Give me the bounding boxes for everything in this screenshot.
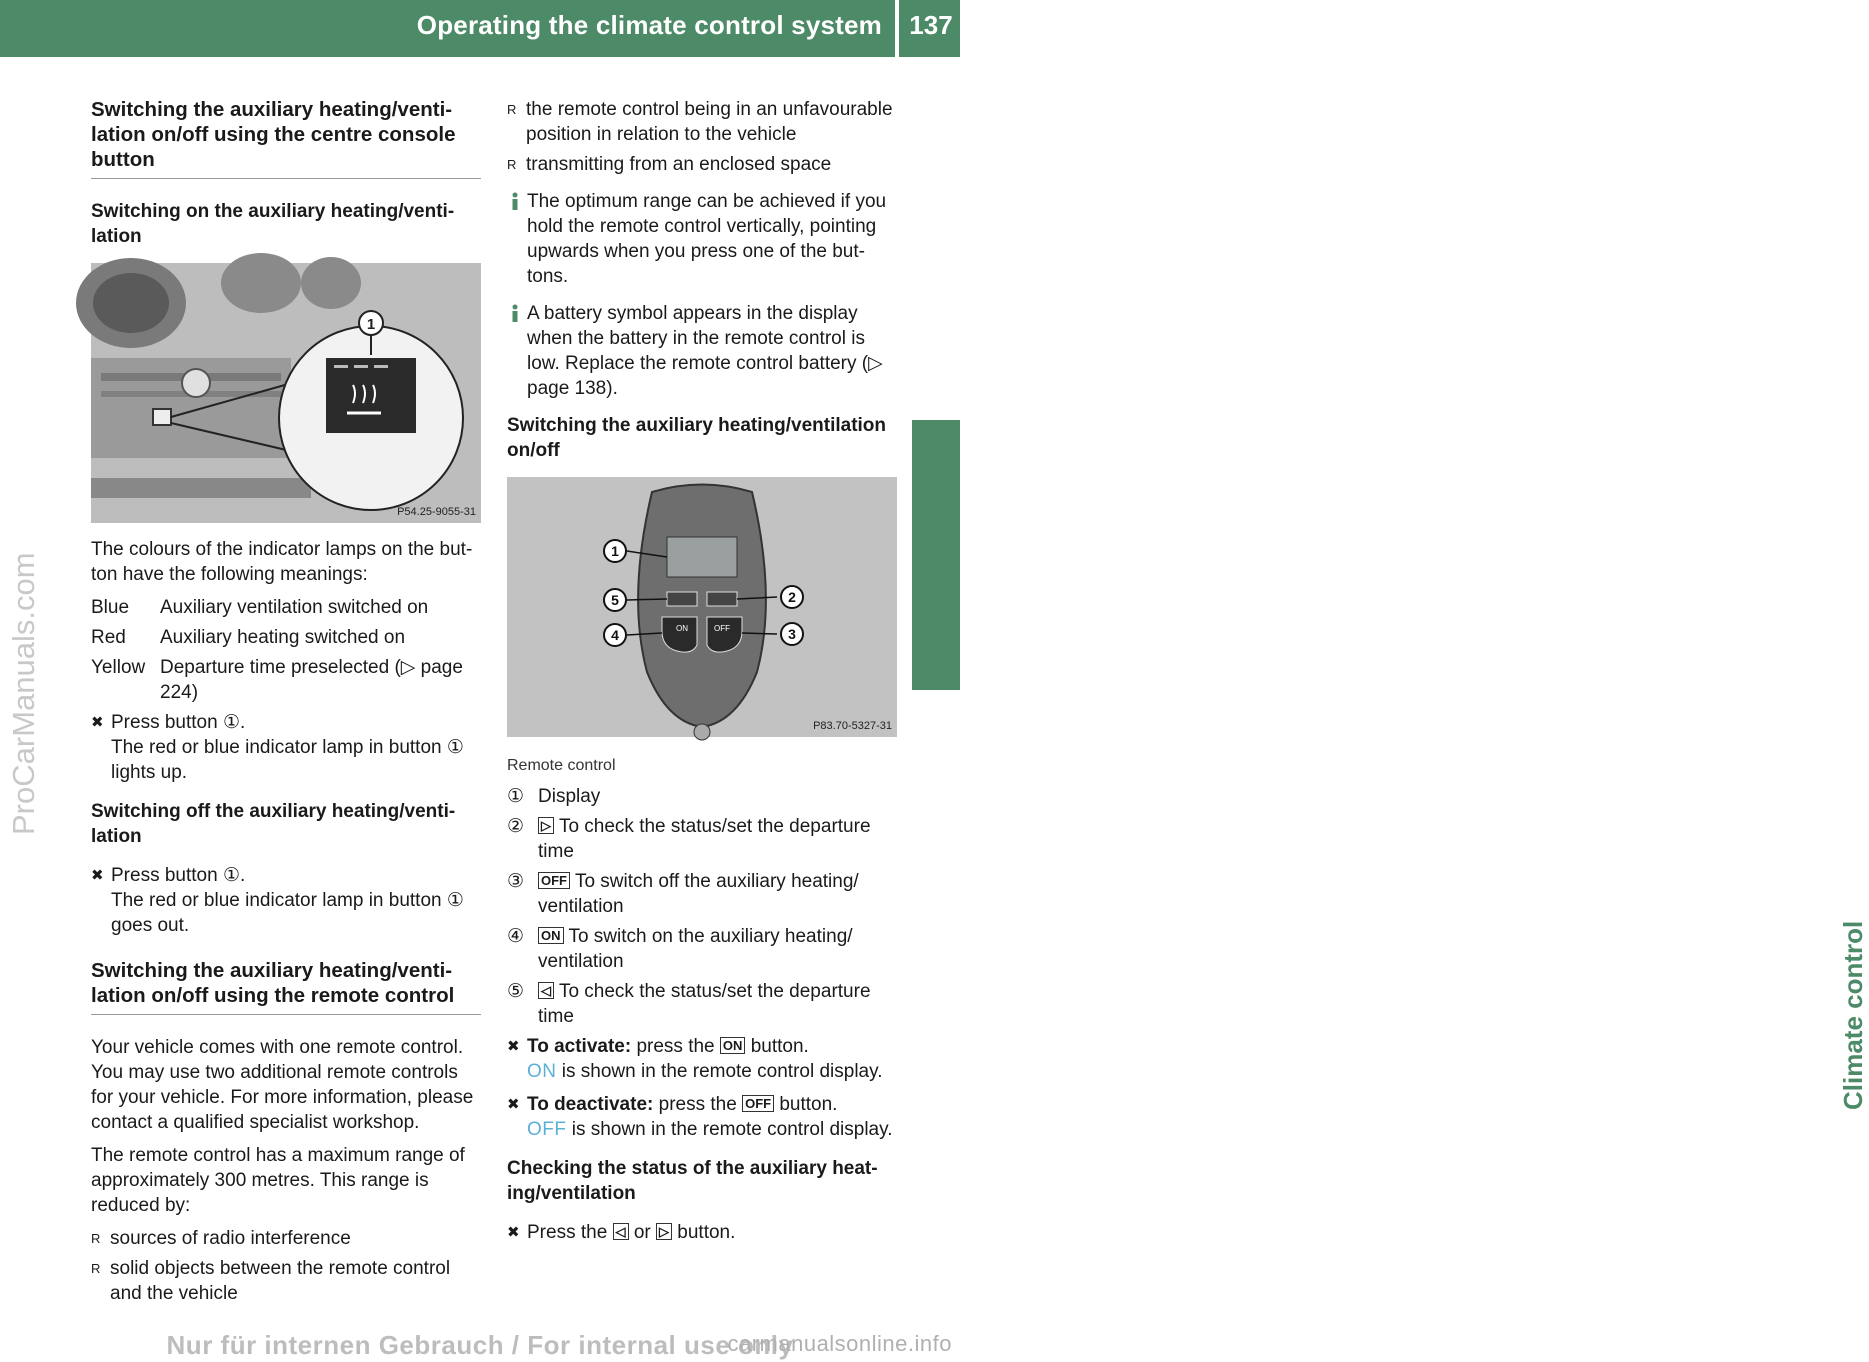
legend-item: ③ OFF To switch off the auxiliary heating/ ventilation (507, 871, 859, 917)
subheading-switch-on: Switching on the auxiliary heating/ventilation (91, 201, 455, 247)
on-key-icon: ON (538, 927, 564, 944)
fig2-callout-2: 2 (788, 589, 796, 605)
fig2-callout-4: 4 (611, 627, 619, 643)
chapter-tab-label: Climate control (1838, 920, 1868, 1110)
info-text: The optimum range can be achieved if you hold the remote control vertically, pointing upwards when you press one of the buttons. (527, 191, 887, 287)
legend-item: ⑤ ◁ To check the status/set the departure time (507, 981, 871, 1027)
fig2-off-label: OFF (714, 624, 730, 633)
indicator-list (91, 595, 481, 705)
display-readout: ON (527, 1061, 557, 1082)
site-watermark: carmanualsonline.info (727, 1331, 952, 1356)
bullet-icon: R (507, 102, 517, 117)
step-switch-on (91, 710, 481, 785)
fig2-callout-1: 1 (611, 543, 619, 559)
right-column (507, 97, 897, 1253)
step-arrow-icon: ✖ (91, 867, 104, 884)
fig2-on-label: ON (676, 624, 688, 633)
subheading-switch-off: Switching off the auxiliary heating/ventilation (91, 801, 456, 847)
step-result: The red or blue indicator lamp in button ① goes out. (111, 890, 464, 936)
bottom-watermark (0, 1330, 960, 1361)
off-key-icon: OFF (742, 1095, 774, 1112)
legend-item: ① Display (507, 786, 601, 807)
left-key-icon: ◁ (613, 1223, 629, 1240)
step-deactivate: ✖ To deactivate: press the OFF button. OFF is shown in the remote control display. (507, 1094, 893, 1140)
step-arrow-icon: ✖ (91, 714, 104, 731)
step-arrow-icon: ✖ (507, 1038, 520, 1055)
remote-control-figure (507, 477, 897, 737)
bullet-icon: R (91, 1231, 101, 1246)
right-key-icon: ▷ (538, 817, 554, 834)
step-check-status: ✖ Press the ◁ or ▷ button. (507, 1222, 736, 1243)
step-arrow-icon: ✖ (507, 1096, 520, 1113)
step-activate: ✖ To activate: press the ON button. ON is shown in the remote control display. (507, 1036, 883, 1082)
info-note (507, 301, 897, 401)
indicator-meaning: Departure time preselected (▷ page 224) (160, 657, 463, 703)
list-item: R transmitting from an enclosed space (507, 154, 832, 175)
list-item: R the remote control being in an unfavourable position in relation to the vehicle (507, 99, 893, 145)
step-arrow-icon: ✖ (507, 1224, 520, 1241)
indicator-color: Blue (91, 597, 130, 618)
legend-item: ② ▷ To check the status/set the departure time (507, 816, 871, 862)
indicator-row (91, 625, 481, 650)
step-result: The red or blue indicator lamp in button ① lights up. (111, 737, 464, 783)
subheading-check-status: Checking the status of the auxiliary heating/ventilation (507, 1158, 878, 1204)
bottom-watermark-text: Nur für internen Gebrauch / For internal use only (166, 1330, 794, 1360)
indicator-row (91, 655, 481, 705)
fig1-code: P54.25-9055-31 (397, 506, 476, 518)
fig2-callout-3: 3 (788, 626, 796, 642)
centre-console-illustration (91, 263, 481, 523)
page-header (0, 0, 960, 57)
step-text: Press button ①. (111, 712, 246, 733)
indicator-color: Red (91, 627, 126, 648)
left-column (91, 97, 481, 1311)
side-watermark: ProCarManuals.com (6, 552, 41, 835)
on-key-icon: ON (720, 1037, 746, 1054)
fig2-code: P83.70-5327-31 (813, 720, 892, 732)
bullet-icon: R (507, 157, 517, 172)
centre-console-figure (91, 263, 481, 523)
indicator-meaning: Auxiliary heating switched on (160, 627, 406, 648)
indicator-intro: The colours of the indicator lamps on the button have the following meanings: (91, 539, 473, 585)
figure-caption: Remote control (507, 757, 616, 774)
remote-paragraph-1: Your vehicle comes with one remote control. You may use two additional remote controls for your vehicle. For more information, please contact a qualified specialist workshop. (91, 1037, 474, 1133)
info-icon (507, 192, 523, 210)
page-number: 137 (909, 10, 953, 40)
left-key-icon: ◁ (538, 982, 554, 999)
list-item: R sources of radio interference (91, 1228, 351, 1249)
header-divider (895, 0, 899, 57)
step-switch-off (91, 863, 481, 938)
page-title: Operating the climate control system (416, 10, 882, 40)
step-text: Press button ①. (111, 865, 246, 886)
legend-item: ④ ON To switch on the auxiliary heating/ ventilation (507, 926, 853, 972)
section-heading-centre-console: Switching the auxiliary heating/ventilation on/off using the centre console button (91, 97, 481, 179)
fig1-callout-1: 1 (366, 316, 376, 333)
display-readout: OFF (527, 1119, 567, 1140)
indicator-row (91, 595, 481, 620)
info-note (507, 189, 897, 289)
indicator-meaning: Auxiliary ventilation switched on (160, 597, 429, 618)
remote-paragraph-2: The remote control has a maximum range of approximately 300 metres. This range is reduced by: (91, 1145, 465, 1216)
off-key-icon: OFF (538, 872, 570, 889)
right-key-icon: ▷ (656, 1223, 672, 1240)
section-heading-remote: Switching the auxiliary heating/ventilation on/off using the remote control (91, 958, 481, 1015)
indicator-color: Yellow (91, 657, 146, 678)
info-icon (507, 304, 523, 322)
fig2-callout-5: 5 (611, 592, 619, 608)
info-text: A battery symbol appears in the display when the battery in the remote control is low. Replace the remote control battery (▷ page 138). (527, 303, 883, 399)
remote-control-illustration (507, 477, 897, 737)
subheading-remote-on-off: Switching the auxiliary heating/ventilation on/off (507, 415, 887, 461)
bullet-icon: R (91, 1261, 101, 1276)
list-item: R solid objects between the remote control and the vehicle (91, 1258, 451, 1304)
